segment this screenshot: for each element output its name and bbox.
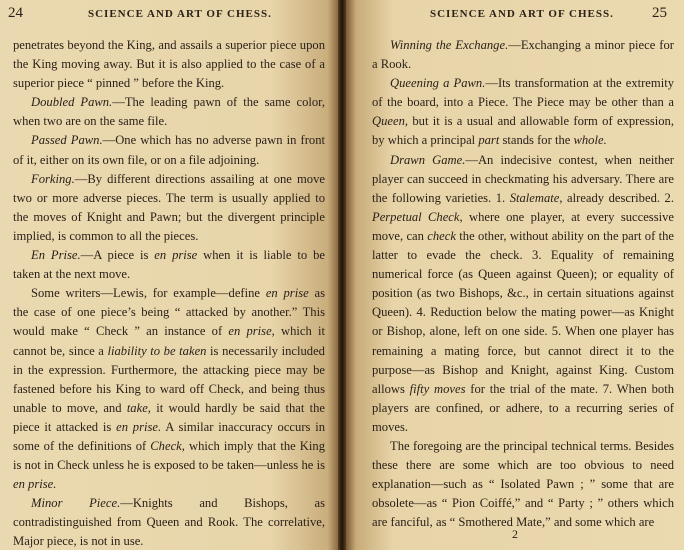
italic-text: Winning the Exchange. [390, 38, 509, 52]
book-gutter [338, 0, 346, 550]
text-run: but it is a usual and allowable form of expression, by which a principal [372, 114, 674, 148]
text-run: A similar inaccuracy occurs in some of the definitions of [13, 419, 326, 453]
text-run: —One which has no adverse pawn in front of it, either on its own file, or on a file adjoining. [13, 133, 325, 167]
left-running-head: SCIENCE AND ART OF CHESS. [88, 8, 272, 20]
text-run: —A piece is [80, 248, 155, 263]
paragraph [13, 494, 325, 550]
text-run: as the case of one piece’s being “ attacked by another.” This would make “ Check ” an instance of [13, 286, 325, 339]
text-run: for the trial of the mate. 7. When both players are confined, or adhere, to a recurring series of moves. [372, 381, 674, 434]
signature-mark: 2 [512, 527, 518, 541]
text-run: —Exchanging a minor piece for a Rook. [372, 38, 674, 72]
italic-text: Perpetual Check, [372, 209, 463, 224]
italic-text: Minor Piece. [31, 496, 121, 511]
text-run: stands for the [499, 133, 574, 148]
paragraph [372, 36, 674, 74]
paragraph [372, 151, 674, 437]
text-run: it would hardly be said that the piece it attacked is [13, 400, 325, 434]
text-run: where one player, at every successive move, can [372, 209, 674, 243]
paragraph [13, 93, 325, 131]
italic-text: check [427, 228, 456, 243]
italic-text: Passed Pawn. [31, 133, 103, 148]
italic-text: fifty moves [409, 381, 466, 396]
paragraph [13, 284, 325, 494]
italic-text: Doubled Pawn. [31, 95, 113, 110]
right-page-number: 25 [652, 5, 667, 21]
text-run: is necessarily included in the expression. Furthermore, the attacking piece may be fastened before his King to ward off Check, and being thus unable to move, and [13, 343, 325, 415]
text-run: —Its transformation at the extremity of the board, into a Piece. The Piece may be other than a [372, 76, 674, 110]
left-page-body [13, 36, 325, 550]
italic-text: part [478, 133, 500, 148]
right-page-body [372, 36, 674, 532]
italic-text: Stalemate, [509, 190, 563, 205]
italic-text: Queen, [372, 114, 409, 129]
text-run: —An indecisive contest, when neither player can succeed in checkmating his adversary. There are the following varieties. 1. [372, 152, 674, 205]
text-run: —By different directions assailing at one move two or more adverse pieces. The term is usually applied to the moves of Knight and Pawn; but the divergent principle implied, is common to all the pieces. [13, 171, 325, 243]
paragraph [13, 246, 325, 284]
paragraph [13, 36, 325, 93]
text-run: The foregoing are the principal technical terms. Besides these there are some which are too obvious to need explanation—such as “ Isolated Pawn ; ” some that are obsolete—as “ Pion Coiffé,” and “ Party ; ” others which are fanciful, as “ Smothered Mate,” and some which are [372, 438, 674, 530]
italic-text: en prise [265, 286, 309, 301]
italic-text: whole. [573, 133, 607, 148]
text-run: Some writers—Lewis, for example—define [31, 286, 266, 301]
left-page-header [0, 6, 338, 26]
italic-text: en prise. [116, 419, 162, 434]
text-run: when it is liable to be taken at the next move. [13, 248, 325, 282]
left-page [0, 0, 338, 550]
paragraph [13, 170, 325, 246]
italic-text: Forking. [31, 171, 75, 186]
italic-text: en prise [154, 248, 198, 263]
right-running-head: SCIENCE AND ART OF CHESS. [430, 8, 614, 20]
italic-text: take, [126, 400, 151, 415]
right-page-header [346, 6, 684, 26]
italic-text: en prise, [228, 324, 275, 339]
text-run: which imply that the King is not in Check unless he is exposed to be taken—unless he is [13, 438, 325, 473]
italic-text: En Prise. [31, 248, 81, 263]
text-run: the other, without ability on the part of the latter to evade the check. 3. Equality of remaining numerical force (as Queen against Queen); or equality of position (as two Bishops, &c., in certain situations against Queen). 4. Reduction below the mating power—as Knight or Bishop, alone, left on one side. 5. When one player has remaining a mating force, but cannot direct it to the purpose—as Bishop and Knight, against King. Custom allows [372, 228, 675, 396]
italic-text: Drawn Game. [390, 152, 466, 167]
text-run: —The leading pawn of the same color, when two are on the same file. [13, 95, 326, 129]
paragraph [372, 74, 674, 150]
italic-text: liability to be taken [107, 343, 207, 358]
paragraph [13, 131, 325, 169]
text-run: penetrates beyond the King, and assails a superior piece upon the King moving away. But it is also applied to the case of a superior piece “ pinned ” before the King. [13, 38, 325, 91]
paragraph [372, 437, 674, 532]
left-page-number: 24 [8, 5, 23, 21]
italic-text: Check, [150, 438, 185, 453]
text-run: which it cannot be, since a [13, 324, 326, 358]
italic-text: Queening a Pawn. [390, 76, 486, 91]
right-page [346, 0, 684, 550]
text-run: —Knights and Bishops, as contradistinguished from Queen and Rook. The correlative, Major piece, is not in use. [13, 496, 325, 549]
italic-text: en prise. [13, 477, 57, 492]
text-run: already described. 2. [562, 190, 674, 205]
